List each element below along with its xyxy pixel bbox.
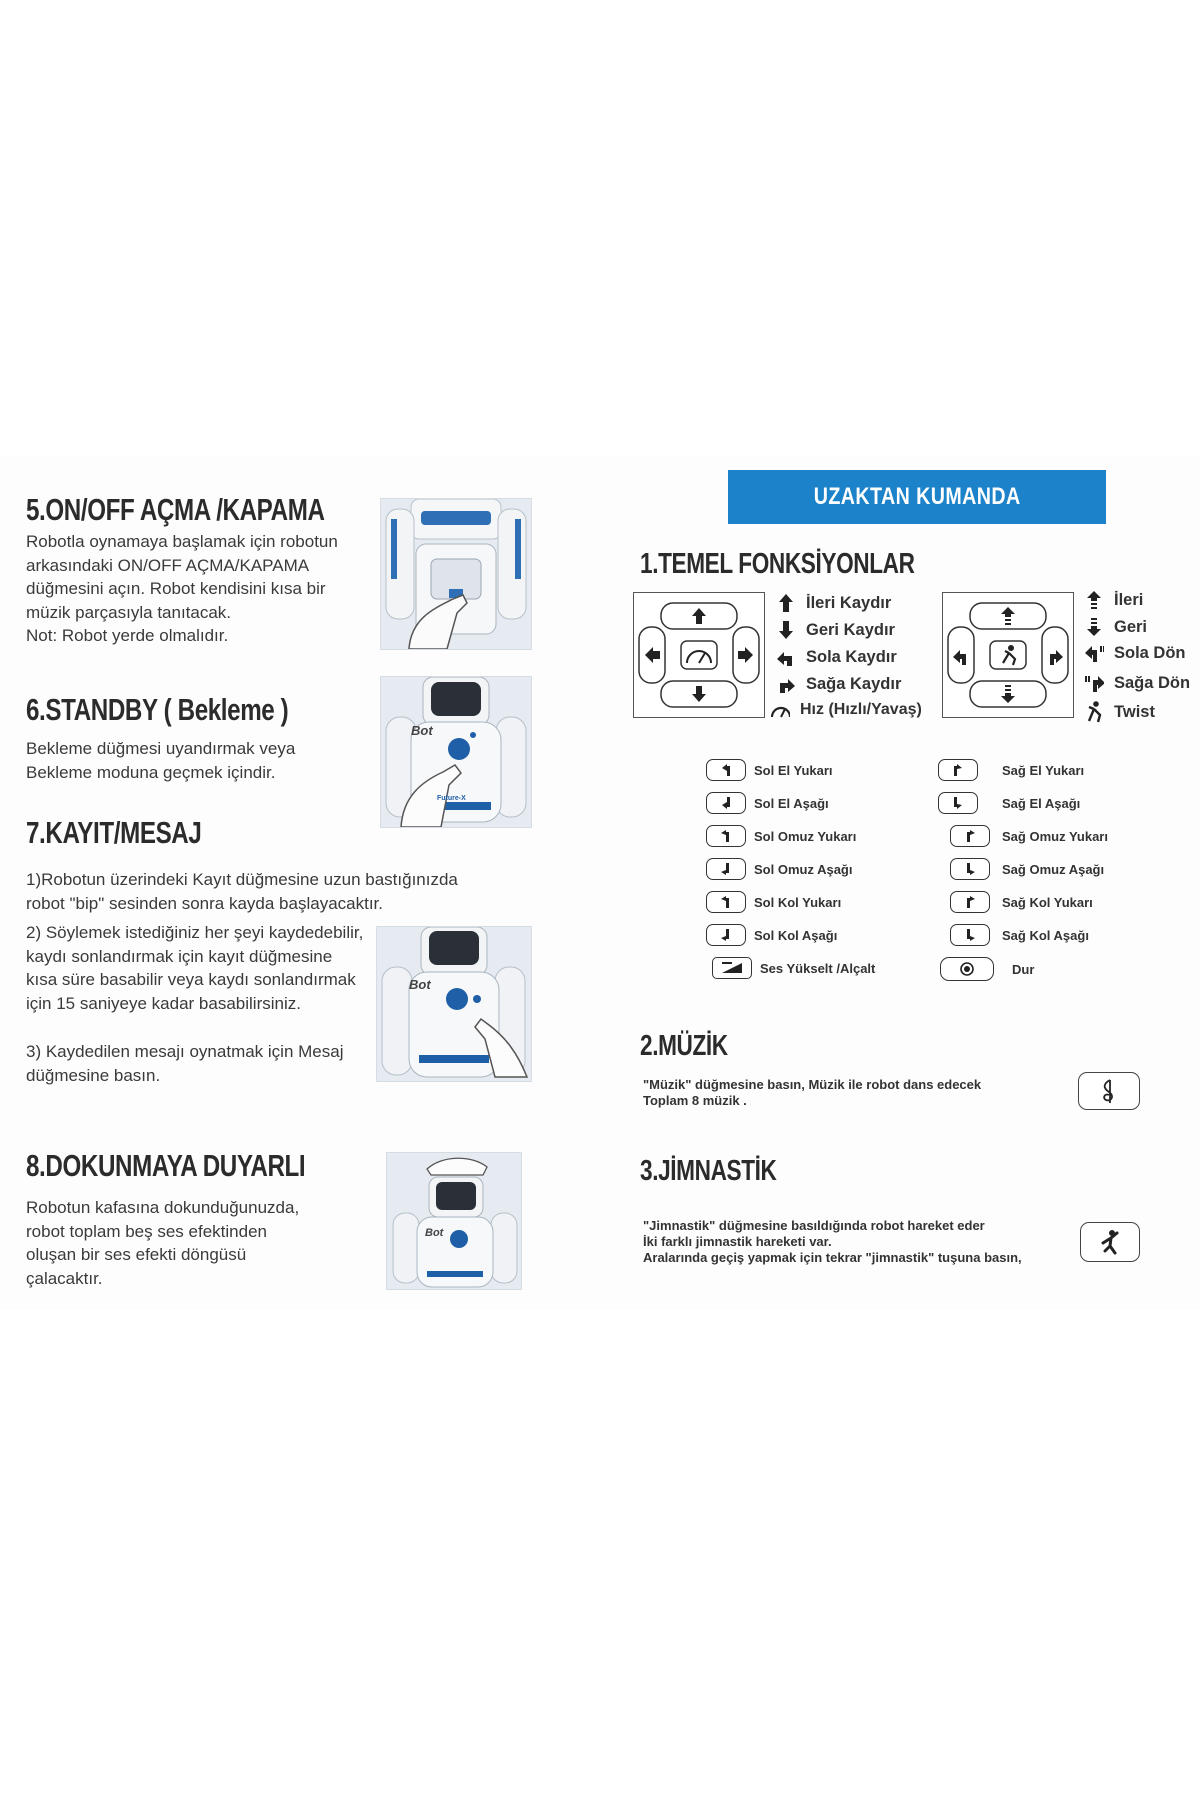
turn-left-icon [776, 647, 796, 667]
dpad-move [942, 592, 1074, 718]
robot-label: Bot [425, 1227, 444, 1239]
text-line: düğmesini açın. Robot kendisini kısa bir [26, 579, 326, 598]
text-line: Not: Robot yerde olmalıdır. [26, 626, 229, 645]
text-line: Toplam 8 müzik . [643, 1093, 747, 1108]
button-label: Sağ Omuz Aşağı [1002, 861, 1105, 877]
text-line: kısa süre basabilir veya kaydı sonlandırmak [26, 970, 356, 989]
label-text: Geri Kaydır [806, 620, 895, 639]
arrow-down-icon [1084, 617, 1104, 637]
btn-right-arm-up [950, 891, 1093, 913]
robot-touch-photo [386, 1152, 522, 1290]
btn-left-shoulder-down [706, 858, 852, 880]
text-line: "Müzik" düğmesine basın, Müzik ile robot dans edecek [643, 1077, 982, 1092]
text-line: arkasındaki ON/OFF AÇMA/KAPAMA [26, 555, 310, 575]
text-line: Bekleme moduna geçmek içindir. [26, 762, 276, 782]
text-line: "Jimnastik" düğmesine basıldığında robot hareket eder [643, 1218, 985, 1233]
arrow-up-icon [776, 593, 796, 613]
section-7-p2 [26, 921, 363, 1015]
btn-right-hand-down [938, 792, 1080, 814]
pad1-label-forward [776, 593, 891, 613]
section-7-p1 [26, 868, 458, 915]
section-8-text [26, 1196, 299, 1290]
button-label: Sol El Aşağı [754, 795, 829, 811]
speedometer-icon [770, 700, 790, 720]
pad2-label-back [1084, 617, 1147, 637]
button-label: Sol Omuz Aşağı [754, 861, 853, 877]
btn-right-arm-down [950, 924, 1089, 946]
btn-right-shoulder-up [950, 825, 1108, 847]
arrow-down-icon [706, 792, 746, 814]
arrow-up-icon [938, 759, 978, 781]
pad1-label-left [776, 647, 897, 667]
arrow-down-icon [706, 858, 746, 880]
pad2-label-turn-right [1084, 673, 1190, 693]
section-6-text [26, 737, 295, 784]
robot-label: Bot [409, 977, 431, 992]
robot-back-photo [380, 498, 532, 650]
dancer-icon [1084, 702, 1104, 722]
turn-right-icon [776, 674, 796, 694]
arrow-down-icon [950, 924, 990, 946]
section-5-title: 5.ON/OFF AÇMA /KAPAMA [26, 492, 325, 527]
gymnastics-title: 3.JİMNASTİK [640, 1155, 777, 1187]
button-label: Sol Omuz Yukarı [754, 828, 857, 844]
robot-chest-label: Future-X [437, 795, 466, 802]
text-line: İki farklı jimnastik hareketi var. [643, 1234, 832, 1249]
arrow-up-icon [1084, 590, 1104, 610]
section-7-p3 [26, 1040, 343, 1087]
btn-stop [940, 957, 1034, 981]
button-label: Sağ El Yukarı [1002, 762, 1085, 778]
arrow-up-icon [706, 891, 746, 913]
arrow-up-icon [950, 825, 990, 847]
section-7-title: 7.KAYIT/MESAJ [26, 815, 202, 850]
music-button-icon [1078, 1072, 1140, 1110]
button-label: Sol Kol Aşağı [754, 927, 838, 943]
rotate-left-icon [1084, 643, 1104, 663]
text-line: çalacaktır. [26, 1268, 103, 1288]
button-label: Sol El Yukarı [754, 762, 833, 778]
btn-left-hand-down [706, 792, 829, 814]
pad1-label-back [776, 620, 895, 640]
text-line: müzik parçasıyla tanıtacak. [26, 602, 232, 622]
pad2-label-forward [1084, 590, 1143, 610]
button-label: Sağ El Aşağı [1002, 795, 1081, 811]
label-text: Hız (Hızlı/Yavaş) [800, 701, 922, 718]
dpad-slide [633, 592, 765, 718]
text-line: için 15 saniyeye kadar basabilirsiniz. [26, 993, 301, 1013]
btn-left-arm-down [706, 924, 837, 946]
label-text: Sağa Dön [1114, 673, 1191, 692]
arrow-up-icon [950, 891, 990, 913]
text-line: 3) Kaydedilen mesajı oynatmak için Mesaj [26, 1042, 344, 1061]
volume-icon [712, 957, 752, 979]
pad1-label-speed [770, 700, 922, 720]
arrow-down-icon [776, 620, 796, 640]
section-8-title: 8.DOKUNMAYA DUYARLI [26, 1148, 306, 1183]
label-text: Geri [1114, 617, 1148, 636]
label-text: İleri Kaydır [806, 593, 892, 612]
stop-icon [940, 957, 994, 981]
pad2-label-turn-left [1084, 643, 1186, 663]
text-line: Robotla oynamaya başlamak için robotun [26, 532, 338, 551]
arrow-down-icon [950, 858, 990, 880]
text-line: kaydı sonlandırmak için kayıt düğmesine [26, 946, 333, 966]
rotate-right-icon [1084, 673, 1104, 693]
banner-title: UZAKTAN KUMANDA [813, 483, 1021, 510]
section-6-title: 6.STANDBY ( Bekleme ) [26, 692, 289, 727]
btn-left-arm-up [706, 891, 841, 913]
text-line: Bekleme düğmesi uyandırmak veya [26, 739, 296, 758]
text-line: robot "bip" sesinden sonra kayda başlayacaktır. [26, 893, 383, 913]
section-5-text [26, 530, 338, 648]
arrow-down-icon [706, 924, 746, 946]
button-label: Sağ Kol Aşağı [1002, 927, 1089, 943]
btn-volume [712, 957, 875, 979]
btn-left-shoulder-up [706, 825, 856, 847]
label-text: Twist [1114, 702, 1155, 721]
remote-control-banner [728, 470, 1106, 524]
pad2-label-twist [1084, 702, 1155, 722]
arrow-down-icon [938, 792, 978, 814]
text-line: Robotun kafasına dokunduğunuzda, [26, 1198, 300, 1217]
label-text: Sağa Kaydır [806, 674, 902, 693]
button-label: Ses Yükselt /Alçalt [760, 960, 876, 976]
text-line: robot toplam beş ses efektinden [26, 1221, 267, 1241]
button-label: Dur [1012, 961, 1035, 977]
text-line: oluşan bir ses efekti döngüsü [26, 1245, 247, 1264]
text-line: düğmesine basın. [26, 1065, 161, 1085]
robot-standby-photo [380, 676, 532, 828]
button-label: Sağ Omuz Yukarı [1002, 828, 1108, 844]
music-title: 2.MÜZİK [640, 1030, 728, 1062]
robot-label: Bot [411, 723, 433, 738]
btn-right-shoulder-down [950, 858, 1104, 880]
arrow-up-icon [706, 825, 746, 847]
label-text: Sola Kaydır [806, 647, 897, 666]
music-text [643, 1077, 981, 1109]
button-label: Sağ Kol Yukarı [1002, 894, 1093, 910]
text-line: 2) Söylemek istediğiniz her şeyi kaydedebilir, [26, 923, 364, 942]
pad1-label-right [776, 674, 901, 694]
gymnastics-text [643, 1218, 1022, 1266]
button-label: Sol Kol Yukarı [754, 894, 842, 910]
text-line: 1)Robotun üzerindeki Kayıt düğmesine uzun bastığınızda [26, 870, 458, 889]
label-text: İleri [1114, 590, 1144, 609]
robot-record-photo [376, 926, 532, 1082]
arrow-up-icon [706, 759, 746, 781]
btn-right-hand-up [938, 759, 1084, 781]
label-text: Sola Dön [1114, 643, 1186, 662]
btn-left-hand-up [706, 759, 833, 781]
gymnastics-button-icon [1080, 1222, 1140, 1262]
basic-functions-title: 1.TEMEL FONKSİYONLAR [640, 548, 915, 580]
text-line: Aralarında geçiş yapmak için tekrar "jimnastik" tuşuna basın, [643, 1250, 1022, 1265]
